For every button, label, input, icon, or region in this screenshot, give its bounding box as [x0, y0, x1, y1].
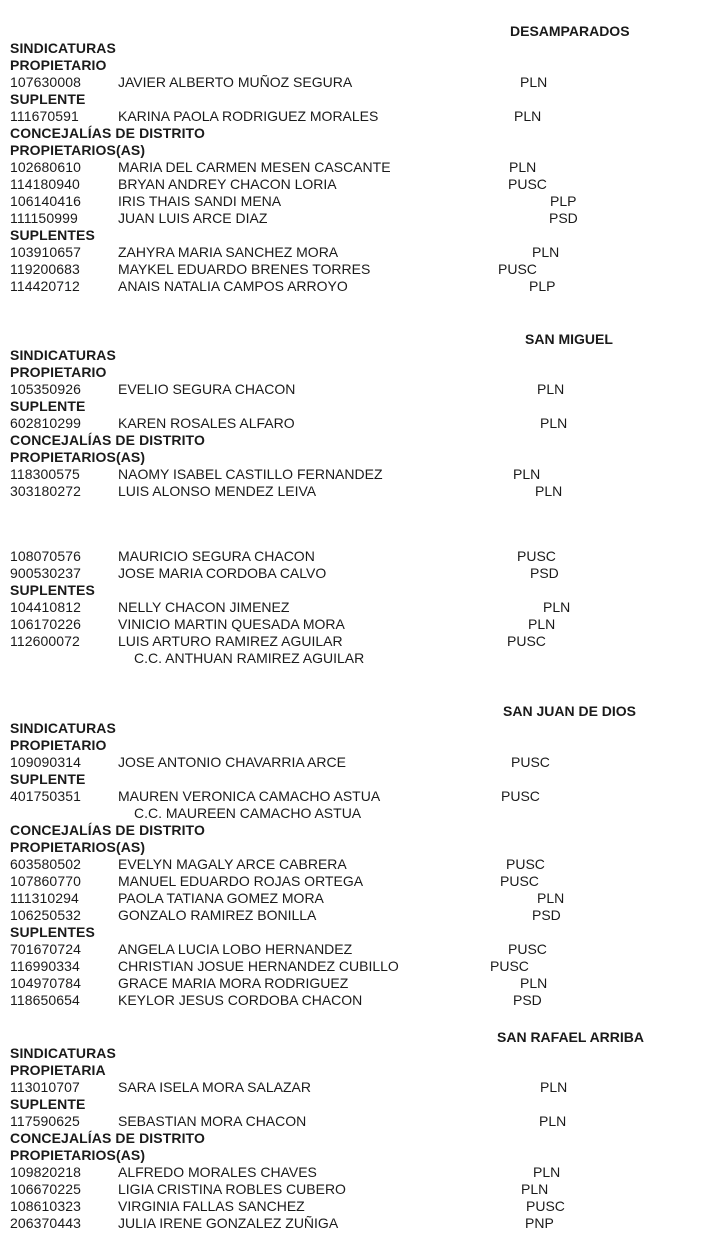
candidate-row	[0, 633, 720, 650]
candidate-name: VIRGINIA FALLAS SANCHEZ	[118, 1198, 305, 1214]
party-code: PUSC	[517, 548, 556, 564]
section-heading	[0, 771, 720, 788]
party-code: PUSC	[490, 958, 529, 974]
candidate-id: 206370443	[10, 1215, 81, 1231]
candidate-name: VINICIO MARTIN QUESADA MORA	[118, 616, 345, 632]
candidate-id: 107860770	[10, 873, 81, 889]
candidate-row	[0, 210, 720, 227]
section-heading	[0, 142, 720, 159]
candidate-id: 114420712	[10, 278, 80, 294]
district-title-text: DESAMPARADOS	[510, 23, 630, 39]
party-code: PLN	[537, 381, 565, 397]
candidate-id: 106250532	[10, 907, 81, 923]
candidate-name: LUIS ALONSO MENDEZ LEIVA	[118, 483, 317, 499]
section-heading	[0, 720, 720, 737]
party-code: PSD	[549, 210, 578, 226]
party-code: PUSC	[500, 873, 539, 889]
candidate-name: EVELYN MAGALY ARCE CABRERA	[118, 856, 347, 872]
candidate-name: ANGELA LUCIA LOBO HERNANDEZ	[118, 941, 353, 957]
candidate-row	[0, 466, 720, 483]
district-title-text: SAN MIGUEL	[525, 331, 613, 347]
candidate-row	[0, 1181, 720, 1198]
candidate-row	[0, 856, 720, 873]
candidate-name: KEYLOR JESUS CORDOBA CHACON	[118, 992, 363, 1008]
candidate-row	[0, 941, 720, 958]
party-code: PLP	[550, 193, 577, 209]
candidate-id: 118650654	[10, 992, 80, 1008]
candidate-name: JOSE MARIA CORDOBA CALVO	[118, 565, 327, 581]
section-heading-text: PROPIETARIO	[10, 57, 107, 73]
candidate-name: GRACE MARIA MORA RODRIGUEZ	[118, 975, 349, 991]
candidate-row	[0, 159, 720, 176]
candidate-row	[0, 873, 720, 890]
candidate-row	[0, 1164, 720, 1181]
section-heading	[0, 822, 720, 839]
section-heading-text: CONCEJALÍAS DE DISTRITO	[10, 125, 205, 141]
district-title	[0, 23, 720, 40]
party-code: PLN	[543, 599, 571, 615]
section-heading	[0, 364, 720, 381]
party-code: PLN	[535, 483, 563, 499]
candidate-name: EVELIO SEGURA CHACON	[118, 381, 296, 397]
candidate-row	[0, 788, 720, 805]
candidate-id: 106670225	[10, 1181, 81, 1197]
section-heading-text: SUPLENTE	[10, 398, 86, 414]
candidate-row	[0, 565, 720, 582]
candidate-id: 701670724	[10, 941, 81, 957]
candidate-name: ANAIS NATALIA CAMPOS ARROYO	[118, 278, 348, 294]
candidate-name: MANUEL EDUARDO ROJAS ORTEGA	[118, 873, 364, 889]
candidate-row	[0, 1198, 720, 1215]
candidate-name: KAREN ROSALES ALFARO	[118, 415, 295, 431]
section-heading	[0, 449, 720, 466]
candidate-id: 104970784	[10, 975, 81, 991]
candidate-id: 602810299	[10, 415, 81, 431]
section-heading	[0, 57, 720, 74]
party-code: PLN	[533, 1164, 561, 1180]
party-code: PLN	[528, 616, 556, 632]
candidate-alias-row	[0, 650, 720, 667]
section-heading-text: SUPLENTE	[10, 771, 86, 787]
party-code: PUSC	[511, 754, 550, 770]
section-heading-text: PROPIETARIO	[10, 364, 107, 380]
section-heading	[0, 398, 720, 415]
party-code: PSD	[532, 907, 561, 923]
candidate-id: 108610323	[10, 1198, 81, 1214]
candidate-id: 103910657	[10, 244, 81, 260]
party-code: PLN	[520, 975, 548, 991]
section-heading	[0, 924, 720, 941]
candidate-id: 104410812	[10, 599, 81, 615]
candidate-name: KARINA PAOLA RODRIGUEZ MORALES	[118, 108, 379, 124]
candidate-name: JUAN LUIS ARCE DIAZ	[118, 210, 268, 226]
candidate-row	[0, 108, 720, 125]
section-heading	[0, 1130, 720, 1147]
party-code: PUSC	[501, 788, 540, 804]
section-heading-text: SUPLENTES	[10, 582, 95, 598]
section-heading	[0, 582, 720, 599]
section-heading-text: PROPIETARIOS(AS)	[10, 142, 146, 158]
section-heading	[0, 1096, 720, 1113]
candidate-row	[0, 1113, 720, 1130]
district-title	[0, 331, 720, 348]
candidate-alias-row	[0, 805, 720, 822]
candidate-name: JAVIER ALBERTO MUÑOZ SEGURA	[118, 74, 353, 90]
candidate-id: 106170226	[10, 616, 81, 632]
district-title	[0, 703, 720, 720]
candidate-name: IRIS THAIS SANDI MENA	[118, 193, 282, 209]
party-code: PLN	[537, 890, 565, 906]
section-heading-text: SINDICATURAS	[10, 40, 116, 56]
section-heading-text: CONCEJALÍAS DE DISTRITO	[10, 822, 205, 838]
candidate-name: LIGIA CRISTINA ROBLES CUBERO	[118, 1181, 346, 1197]
candidate-row	[0, 754, 720, 771]
candidate-row	[0, 992, 720, 1009]
candidate-row	[0, 599, 720, 616]
party-code: PLN	[509, 159, 537, 175]
candidate-id: 111310294	[10, 890, 79, 906]
candidate-id: 116990334	[10, 958, 80, 974]
section-heading	[0, 1147, 720, 1164]
section-heading	[0, 91, 720, 108]
party-code: PLN	[514, 108, 542, 124]
section-heading-text: SINDICATURAS	[10, 347, 116, 363]
candidate-alias: C.C. MAUREEN CAMACHO ASTUA	[134, 805, 362, 821]
candidate-row	[0, 176, 720, 193]
section-heading-text: CONCEJALÍAS DE DISTRITO	[10, 1130, 205, 1146]
candidate-name: NELLY CHACON JIMENEZ	[118, 599, 290, 615]
party-code: PNP	[525, 1215, 554, 1231]
candidate-name: MAURICIO SEGURA CHACON	[118, 548, 315, 564]
party-code: PUSC	[508, 941, 547, 957]
candidate-row	[0, 616, 720, 633]
section-heading	[0, 432, 720, 449]
candidate-id: 108070576	[10, 548, 81, 564]
candidate-id: 111150999	[10, 210, 78, 226]
candidate-name: MARIA DEL CARMEN MESEN CASCANTE	[118, 159, 391, 175]
section-heading	[0, 40, 720, 57]
party-code: PSD	[530, 565, 559, 581]
candidate-id: 119200683	[10, 261, 80, 277]
section-heading-text: PROPIETARIOS(AS)	[10, 449, 146, 465]
candidate-name: ALFREDO MORALES CHAVES	[118, 1164, 317, 1180]
candidate-name: MAUREN VERONICA CAMACHO ASTUA	[118, 788, 381, 804]
district-title-text: SAN JUAN DE DIOS	[503, 703, 637, 719]
party-code: PUSC	[526, 1198, 565, 1214]
party-code: PLN	[520, 74, 548, 90]
section-heading	[0, 347, 720, 364]
candidate-row	[0, 193, 720, 210]
candidate-row	[0, 548, 720, 565]
candidate-id: 900530237	[10, 565, 81, 581]
candidate-id: 109090314	[10, 754, 81, 770]
candidate-row	[0, 381, 720, 398]
candidate-row	[0, 975, 720, 992]
party-code: PUSC	[498, 261, 537, 277]
candidate-row	[0, 890, 720, 907]
candidate-id: 401750351	[10, 788, 81, 804]
candidate-row	[0, 415, 720, 432]
section-heading	[0, 737, 720, 754]
candidate-name: NAOMY ISABEL CASTILLO FERNANDEZ	[118, 466, 383, 482]
district-title	[0, 1029, 720, 1046]
section-heading-text: PROPIETARIO	[10, 737, 107, 753]
candidate-id: 114180940	[10, 176, 80, 192]
section-heading-text: SINDICATURAS	[10, 1045, 116, 1061]
candidate-id: 113010707	[10, 1079, 80, 1095]
candidate-id: 107630008	[10, 74, 81, 90]
section-heading-text: PROPIETARIOS(AS)	[10, 839, 146, 855]
section-heading-text: SUPLENTES	[10, 924, 95, 940]
party-code: PLN	[513, 466, 541, 482]
party-code: PUSC	[507, 633, 546, 649]
candidate-name: PAOLA TATIANA GOMEZ MORA	[118, 890, 324, 906]
section-heading-text: SUPLENTE	[10, 91, 86, 107]
party-code: PSD	[513, 992, 542, 1008]
candidate-name: LUIS ARTURO RAMIREZ AGUILAR	[118, 633, 343, 649]
section-heading-text: PROPIETARIA	[10, 1062, 106, 1078]
section-heading	[0, 839, 720, 856]
candidate-id: 109820218	[10, 1164, 81, 1180]
candidate-id: 118300575	[10, 466, 80, 482]
candidate-id: 105350926	[10, 381, 81, 397]
candidate-name: JULIA IRENE GONZALEZ ZUÑIGA	[118, 1215, 339, 1231]
candidate-row	[0, 278, 720, 295]
section-heading-text: CONCEJALÍAS DE DISTRITO	[10, 432, 205, 448]
section-heading-text: SUPLENTE	[10, 1096, 86, 1112]
party-code: PLN	[540, 415, 568, 431]
candidate-name: BRYAN ANDREY CHACON LORIA	[118, 176, 337, 192]
section-heading	[0, 1045, 720, 1062]
candidate-row	[0, 244, 720, 261]
candidate-name: MAYKEL EDUARDO BRENES TORRES	[118, 261, 371, 277]
candidate-row	[0, 1215, 720, 1232]
section-heading-text: PROPIETARIOS(AS)	[10, 1147, 146, 1163]
candidate-row	[0, 958, 720, 975]
candidate-row	[0, 74, 720, 91]
section-heading	[0, 125, 720, 142]
section-heading-text: SINDICATURAS	[10, 720, 116, 736]
party-code: PLN	[539, 1113, 567, 1129]
candidate-name: JOSE ANTONIO CHAVARRIA ARCE	[118, 754, 346, 770]
party-code: PLN	[521, 1181, 549, 1197]
section-heading-text: SUPLENTES	[10, 227, 95, 243]
party-code: PUSC	[508, 176, 547, 192]
candidate-id: 303180272	[10, 483, 81, 499]
candidate-id: 106140416	[10, 193, 81, 209]
candidate-name: SEBASTIAN MORA CHACON	[118, 1113, 307, 1129]
candidate-row	[0, 1079, 720, 1096]
candidate-name: CHRISTIAN JOSUE HERNANDEZ CUBILLO	[118, 958, 399, 974]
candidate-id: 111670591	[10, 108, 79, 124]
district-title-text: SAN RAFAEL ARRIBA	[497, 1029, 645, 1045]
candidate-name: SARA ISELA MORA SALAZAR	[118, 1079, 311, 1095]
candidate-id: 603580502	[10, 856, 81, 872]
candidate-id: 102680610	[10, 159, 81, 175]
candidate-id: 112600072	[10, 633, 80, 649]
candidate-id: 117590625	[10, 1113, 80, 1129]
party-code: PLN	[540, 1079, 568, 1095]
candidate-row	[0, 261, 720, 278]
party-code: PUSC	[506, 856, 545, 872]
candidate-alias: C.C. ANTHUAN RAMIREZ AGUILAR	[134, 650, 365, 666]
candidate-name: GONZALO RAMIREZ BONILLA	[118, 907, 317, 923]
candidate-row	[0, 907, 720, 924]
candidate-name: ZAHYRA MARIA SANCHEZ MORA	[118, 244, 339, 260]
candidate-row	[0, 483, 720, 500]
section-heading	[0, 227, 720, 244]
party-code: PLN	[532, 244, 560, 260]
party-code: PLP	[529, 278, 556, 294]
section-heading	[0, 1062, 720, 1079]
